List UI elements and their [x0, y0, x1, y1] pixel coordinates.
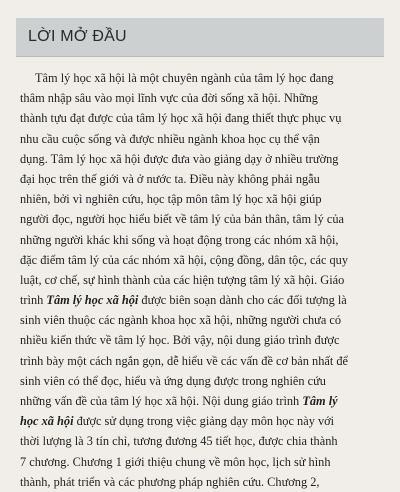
- text-line: thâm nhập sâu vào mọi lĩnh vực của đời sống xã hội. Những: [20, 91, 318, 106]
- text-line: trình bày một cách ngắn gọn, dễ hiểu về các vấn đề cơ bản nhất để: [20, 353, 349, 368]
- book-title-emphasis: Tâm lý: [302, 394, 338, 408]
- text-line: nhu cầu cuộc sống và được nhiều ngành khoa học cụ thể vận: [20, 131, 320, 146]
- book-title-emphasis: học xã hội: [20, 414, 74, 429]
- text-line: đại học trên thế giới và ở nước ta. Điều này không phải ngẫu: [20, 171, 320, 186]
- text-line: luật, cơ chế, sự hình thành của các hiện tượng tâm lý xã hội. Giáo: [20, 272, 345, 287]
- text-line: thành tựu đạt được của tâm lý học xã hội đang thiết thực phục vụ: [20, 111, 342, 126]
- text-line: thời lượng là 3 tín chỉ, tương đương 45 tiết học, được chia thành: [20, 434, 338, 449]
- text-line: 7 chương. Chương 1 giới thiệu chung về môn học, lịch sử hình: [20, 454, 331, 469]
- text-line: học xã hội được sử dụng trong việc giảng dạy môn học này với: [20, 414, 335, 429]
- text-line: sinh viên thuộc các ngành khoa học xã hội, những người chưa có: [20, 313, 342, 328]
- text-line: dụng. Tâm lý học xã hội được đưa vào giảng dạy ở nhiều trường: [20, 151, 339, 166]
- text-line: nhiều kiến thức về tâm lý học. Bởi vậy, nội dung giáo trình được: [20, 333, 340, 348]
- text-line: người đọc, người học hiểu biết về tâm lý của bản thân, tâm lý của: [20, 212, 344, 227]
- book-title-emphasis: Tâm lý học xã hội: [46, 293, 139, 308]
- text-line: Tâm lý học xã hội là một chuyên ngành của tâm lý học đang: [35, 71, 334, 85]
- text-line: những vấn đề của tâm lý học xã hội. Nội dung giáo trình Tâm lý: [20, 394, 338, 408]
- text-line: trình Tâm lý học xã hội được biên soạn dành cho các đối tượng là: [20, 293, 347, 308]
- text-line: những người khác khi sống và hoạt động trong các nhóm xã hội,: [20, 232, 339, 247]
- text-line: sinh viên có thể đọc, hiểu và ứng dụng được trong nghiên cứu: [20, 373, 326, 388]
- page-heading: LỜI MỞ ĐẦU: [28, 28, 127, 45]
- text-line: đặc điểm tâm lý của các nhóm xã hội, cộng đồng, dân tộc, các quy: [20, 252, 349, 267]
- text-line: nhiên, bởi vì nghiên cứu, học tập môn tâm lý học xã hội giúp: [20, 192, 322, 207]
- text-line: thành, phát triển và các phương pháp nghiên cứu. Chương 2,: [20, 474, 320, 489]
- heading-bar: [16, 18, 384, 57]
- body-text: [20, 68, 376, 492]
